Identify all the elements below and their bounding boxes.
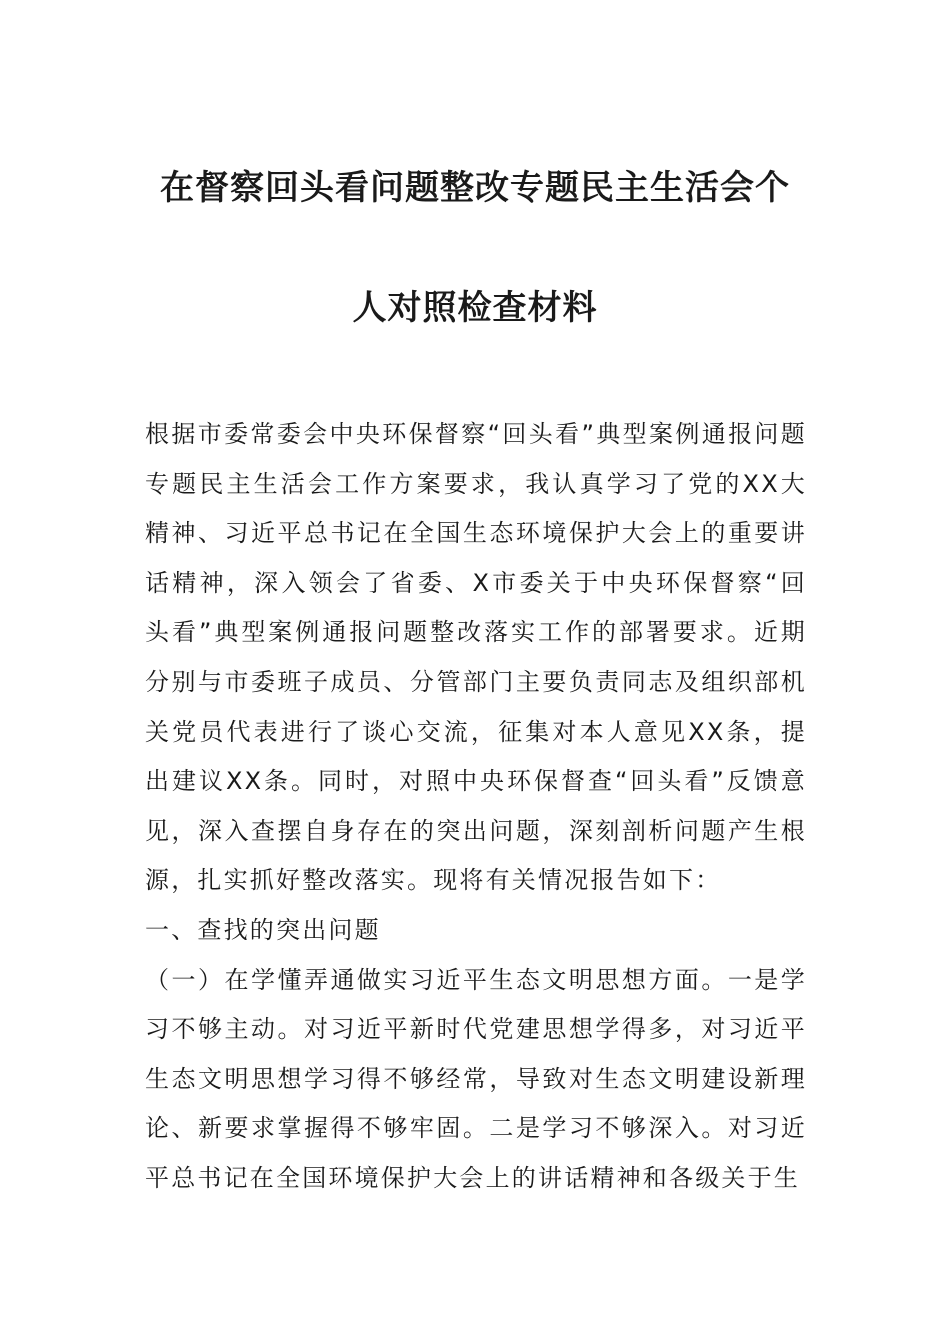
intro-paragraph: 根据市委常委会中央环保督察“回头看”典型案例通报问题专题民主生活会工作方案要求，我认真学习了党的XX大精神、习近平总书记在全国生态环境保护大会上的重要讲话精神，深入领会了省委、X市委关于中央环保督察“回头看”典型案例通报问题整改落实工作的部署要求。近期分别与市委班子成员、分管部门主要负责同志及组织部机关党员代表进行了谈心交流，征集对本人意见XX条，提出建议XX条。同时，对照中央环保督查“回头看”反馈意见，深入查摆自身存在的突出问题，深刻剖析问题产生根源，扎实抓好整改落实。现将有关情况报告如下： (145, 420, 807, 895)
document-title-line-2: 人对照检查材料 (352, 288, 598, 328)
section-heading: 一、查找的突出问题 (145, 915, 381, 944)
document-body (145, 410, 807, 1204)
document-title-line-1: 在督察回头看问题整改专题民主生活会个 (160, 168, 790, 208)
subsection-paragraph: （一）在学懂弄通做实习近平生态文明思想方面。一是学习不够主动。对习近平新时代党建思想学得多，对习近平生态文明思想学习得不够经常，导致对生态文明建设新理论、新要求掌握得不够牢固。二是学习不够深入。对习近平总书记在全国环境保护大会上的讲话精神和各级关于生 (145, 965, 807, 1192)
